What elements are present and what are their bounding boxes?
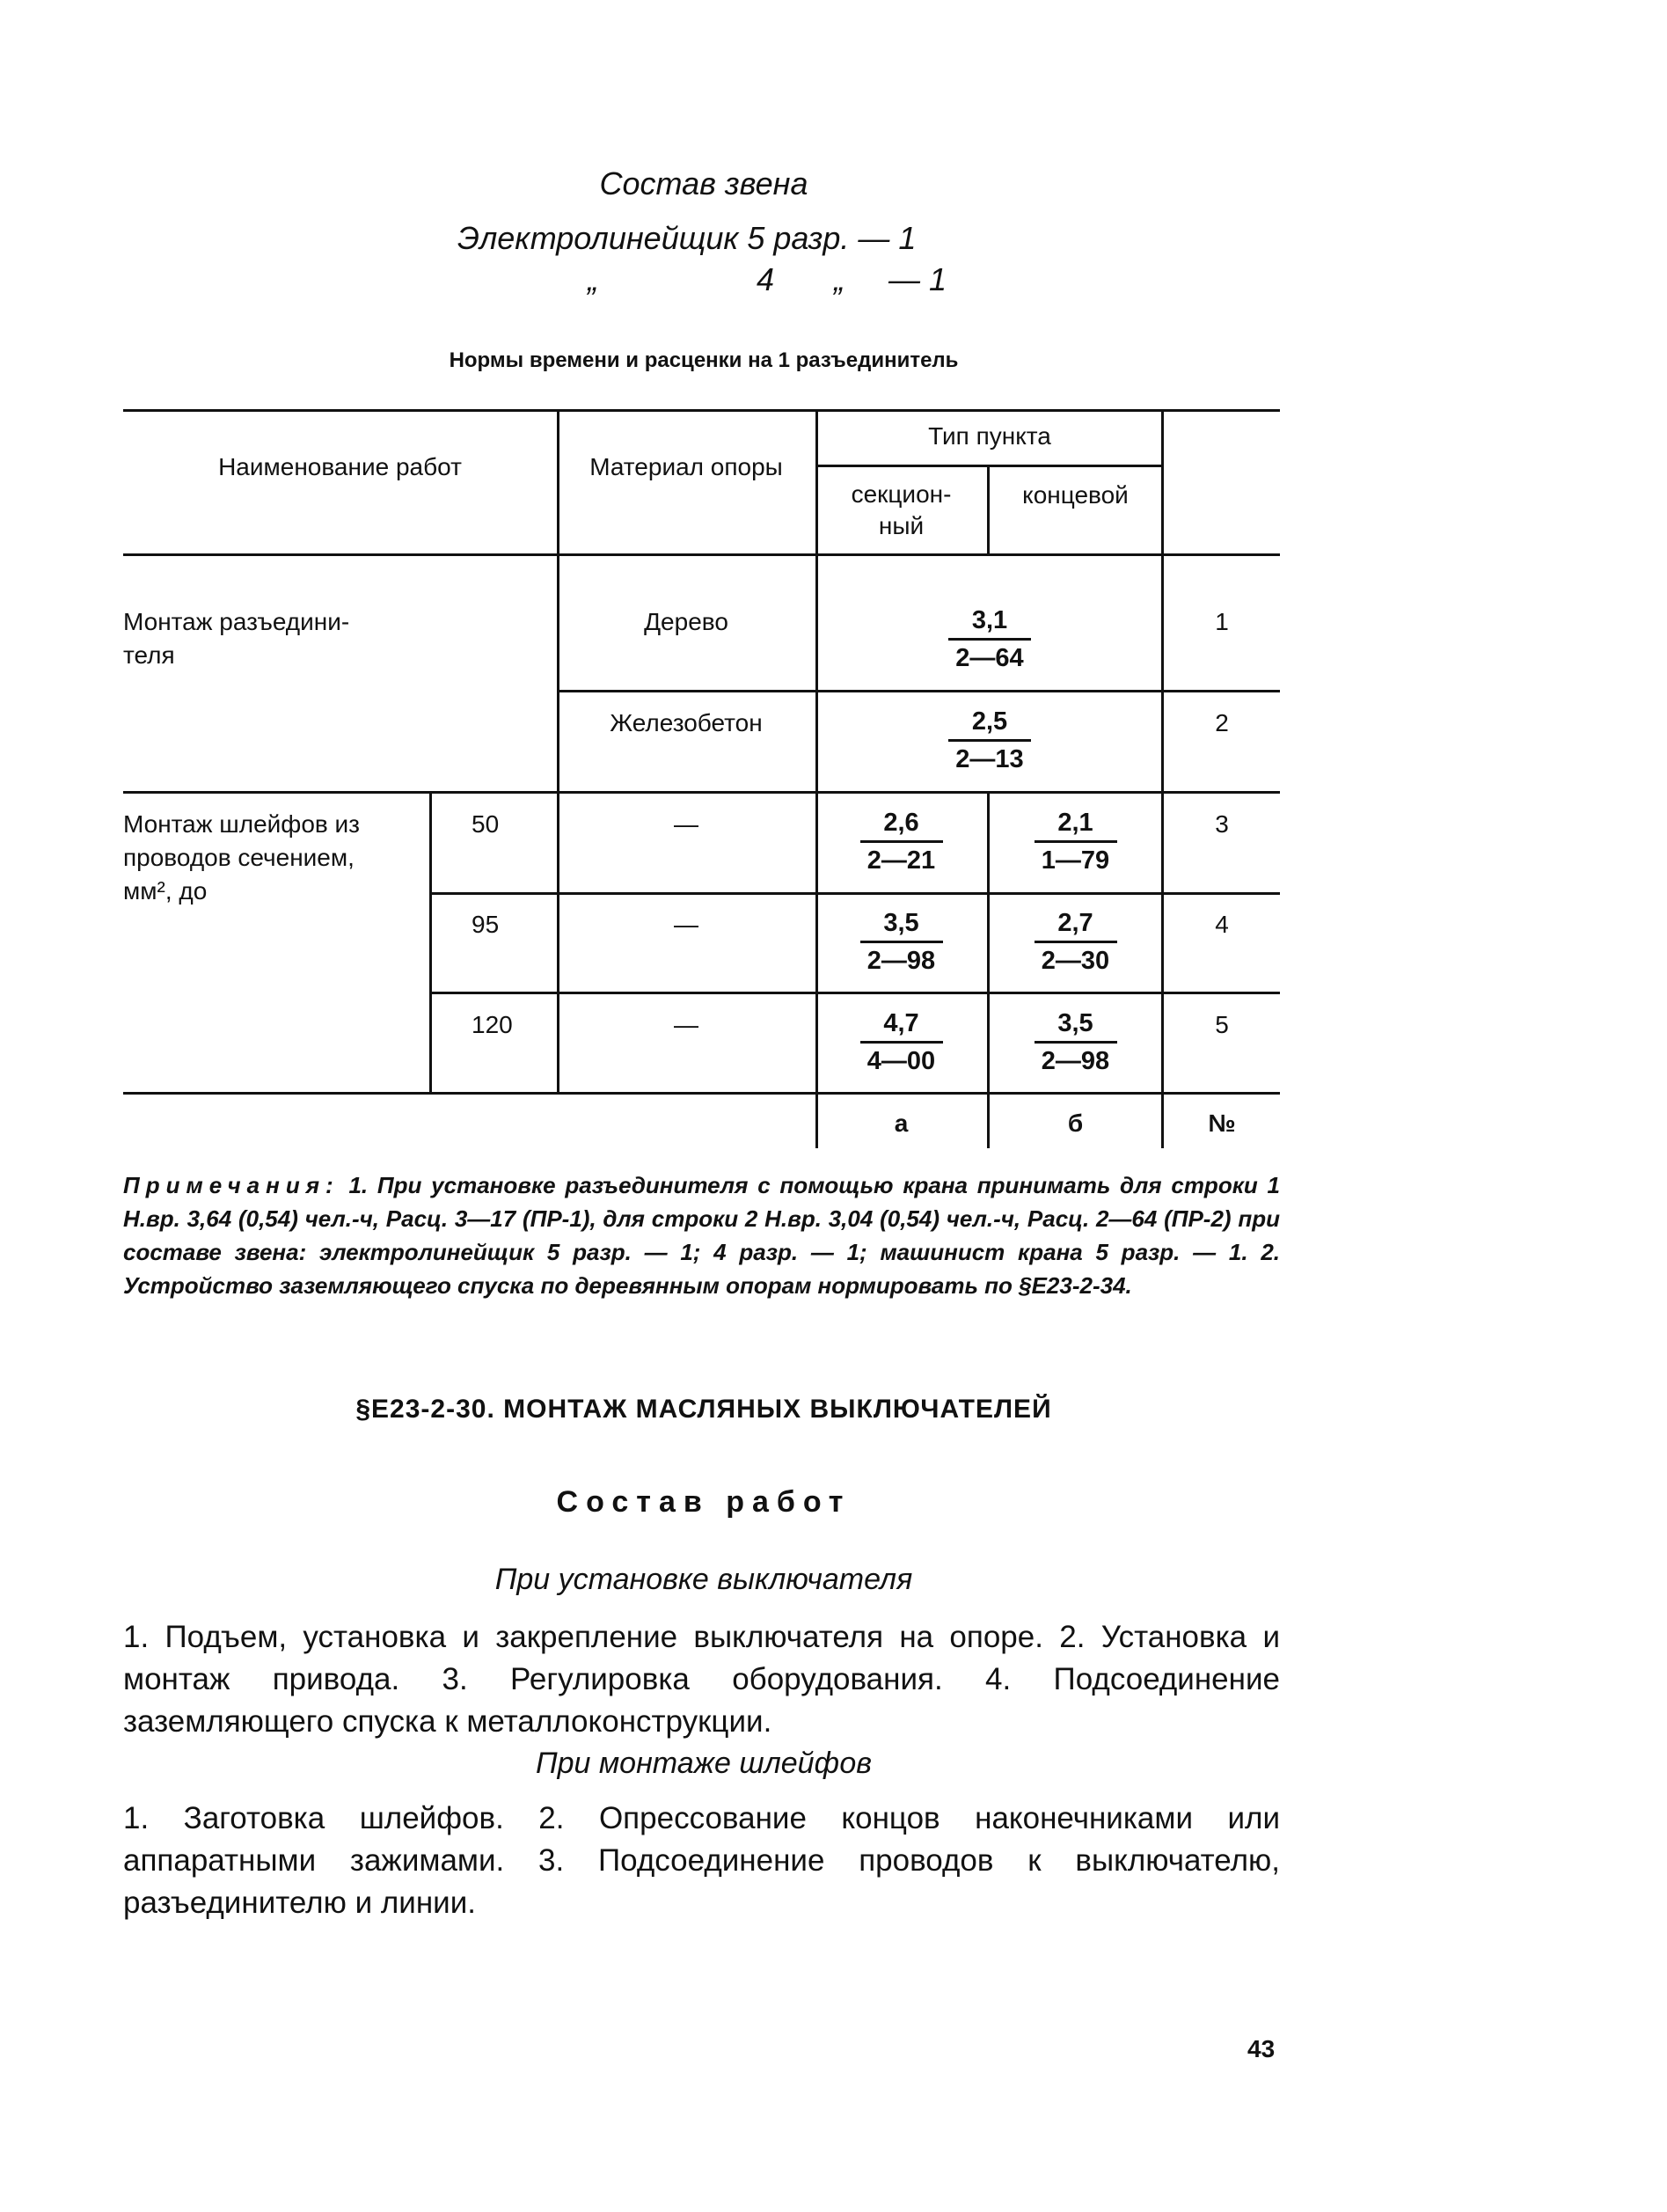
- fraction-bar: [1035, 941, 1117, 943]
- table-top-rule: [123, 409, 1280, 412]
- row-2-material: Железобетон: [610, 709, 763, 736]
- row-4-number: 4: [1215, 911, 1229, 938]
- subheading-loops-install: При монтаже шлейфов: [535, 1747, 873, 1780]
- column-b-label: б: [1067, 1110, 1084, 1137]
- notes-text: 1. При установке разъединителя с помощью крана принимать для строки 1 Н.вр. 3,64 (0,54) чел.-ч, Расц. 3—17 (ПР-1), для строки 2 Н.вр. 3,04 (0,54) чел.-ч, Расц. 2—64 (ПР-2) при составе звена: электролинейщик 5 разр. — 1; 4 разр. — 1; машинист крана 5 разр. — 1. 2. Устройство заземляющего спуска по деревянным опорам нормировать по §Е23-2-34.: [123, 1172, 1280, 1299]
- row-3-number: 3: [1215, 810, 1229, 838]
- fraction-bar: [860, 941, 943, 943]
- crew-line-2-ditto-2: „: [834, 261, 844, 297]
- row-4-a-time: 3,5: [883, 909, 919, 937]
- row-4-b-time: 2,7: [1057, 909, 1093, 937]
- row-1-work: Монтаж разъедини- теля: [123, 608, 350, 669]
- row-3-b-rate: 1—79: [1041, 846, 1110, 875]
- header-type: Тип пункта: [928, 422, 1051, 450]
- row-5-number: 5: [1215, 1011, 1229, 1038]
- header-bottom-rule: [123, 553, 1280, 556]
- fraction-bar: [948, 739, 1031, 742]
- header-sectional: секцион- ный: [851, 480, 952, 539]
- crew-line-1: Электролинейщик 5 разр. — 1: [457, 220, 917, 256]
- section-title: §Е23-2-30. МОНТАЖ МАСЛЯНЫХ ВЫКЛЮЧАТЕЛЕЙ: [355, 1395, 1052, 1424]
- fraction-bar: [1035, 1041, 1117, 1044]
- row-3-a-rate: 2—21: [866, 846, 936, 875]
- row-5-section: 120: [472, 1011, 513, 1038]
- row-5-a-rate: 4—00: [866, 1047, 936, 1075]
- crew-title: Состав звена: [599, 165, 808, 201]
- row-5-norm-b: [990, 1008, 1161, 1076]
- page-number: 43: [1247, 2035, 1276, 2062]
- row-3-work: Монтаж шлейфов из проводов сечением, мм², до: [123, 810, 361, 905]
- row-1-rate: 2—64: [955, 644, 1024, 672]
- row-5-norm-a: [815, 1008, 987, 1076]
- row-5-material: —: [674, 1011, 698, 1038]
- material-left-rule: [557, 409, 559, 1092]
- row-5-b-time: 3,5: [1057, 1009, 1093, 1037]
- row-4-a-rate: 2—98: [866, 947, 936, 975]
- crew-line-2-count: — 1: [888, 261, 947, 297]
- row-4-b-rate: 2—30: [1041, 947, 1110, 975]
- row-3-norm-a: [815, 808, 987, 875]
- type-header-rule: [815, 465, 1164, 467]
- table-title: Нормы времени и расценки на 1 разъединитель: [449, 348, 959, 372]
- row-5-a-time: 4,7: [883, 1009, 919, 1037]
- fraction-bar: [1035, 840, 1117, 843]
- row-3-a-time: 2,6: [883, 809, 919, 837]
- crew-line-2-ditto: „: [588, 261, 598, 297]
- row-2-rule: [123, 791, 1280, 794]
- column-a-label: а: [894, 1110, 909, 1137]
- paragraph-loops-install: 1. Заготовка шлейфов. 2. Опрессование концов наконечниками или аппаратными зажимами. 3. Подсоединение проводов к выключателю, разъединителю и линии.: [123, 1801, 1280, 1920]
- row-5-b-rate: 2—98: [1041, 1047, 1110, 1075]
- row-3-section: 50: [472, 810, 500, 838]
- row-4-material: —: [674, 911, 698, 938]
- row-2-time: 2,5: [971, 707, 1008, 736]
- row-1-number: 1: [1215, 608, 1229, 635]
- row-2-norm: [815, 707, 1164, 774]
- row-3-material: —: [674, 810, 698, 838]
- column-no-label: №: [1208, 1110, 1236, 1137]
- section-left-rule: [429, 791, 432, 1092]
- fraction-bar: [948, 638, 1031, 641]
- composition-heading: Состав работ: [556, 1485, 852, 1519]
- fraction-bar: [860, 1041, 943, 1044]
- fraction-bar: [860, 840, 943, 843]
- row-1-time: 3,1: [971, 606, 1008, 634]
- subheading-breaker-install: При установке выключателя: [494, 1563, 913, 1596]
- row-1-material: Дерево: [644, 608, 728, 635]
- paragraph-breaker-install: 1. Подъем, установка и закрепление выключателя на опоре. 2. Установка и монтаж привода. 3. Регулировка оборудования. 4. Подсоединение заземляющего спуска к металлоконструкции.: [123, 1620, 1280, 1739]
- header-material: Материал опоры: [589, 453, 783, 480]
- table-notes: [123, 1168, 1280, 1302]
- row-2-number: 2: [1215, 709, 1229, 736]
- row-3-norm-b: [990, 808, 1161, 875]
- row-4-norm-b: [990, 908, 1161, 976]
- row-4-section: 95: [472, 911, 500, 938]
- header-terminal: концевой: [1022, 481, 1129, 509]
- row-1-rule: [557, 690, 1280, 692]
- table-bottom-rule: [123, 1092, 1280, 1095]
- row-1-norm: [815, 605, 1164, 673]
- row-3-b-time: 2,1: [1057, 809, 1093, 837]
- crew-line-2-grade: 4: [757, 261, 775, 297]
- header-work-name: Наименование работ: [218, 453, 462, 480]
- row-4-norm-a: [815, 908, 987, 976]
- notes-label: Примечания:: [123, 1172, 340, 1198]
- row-2-rate: 2—13: [955, 745, 1024, 773]
